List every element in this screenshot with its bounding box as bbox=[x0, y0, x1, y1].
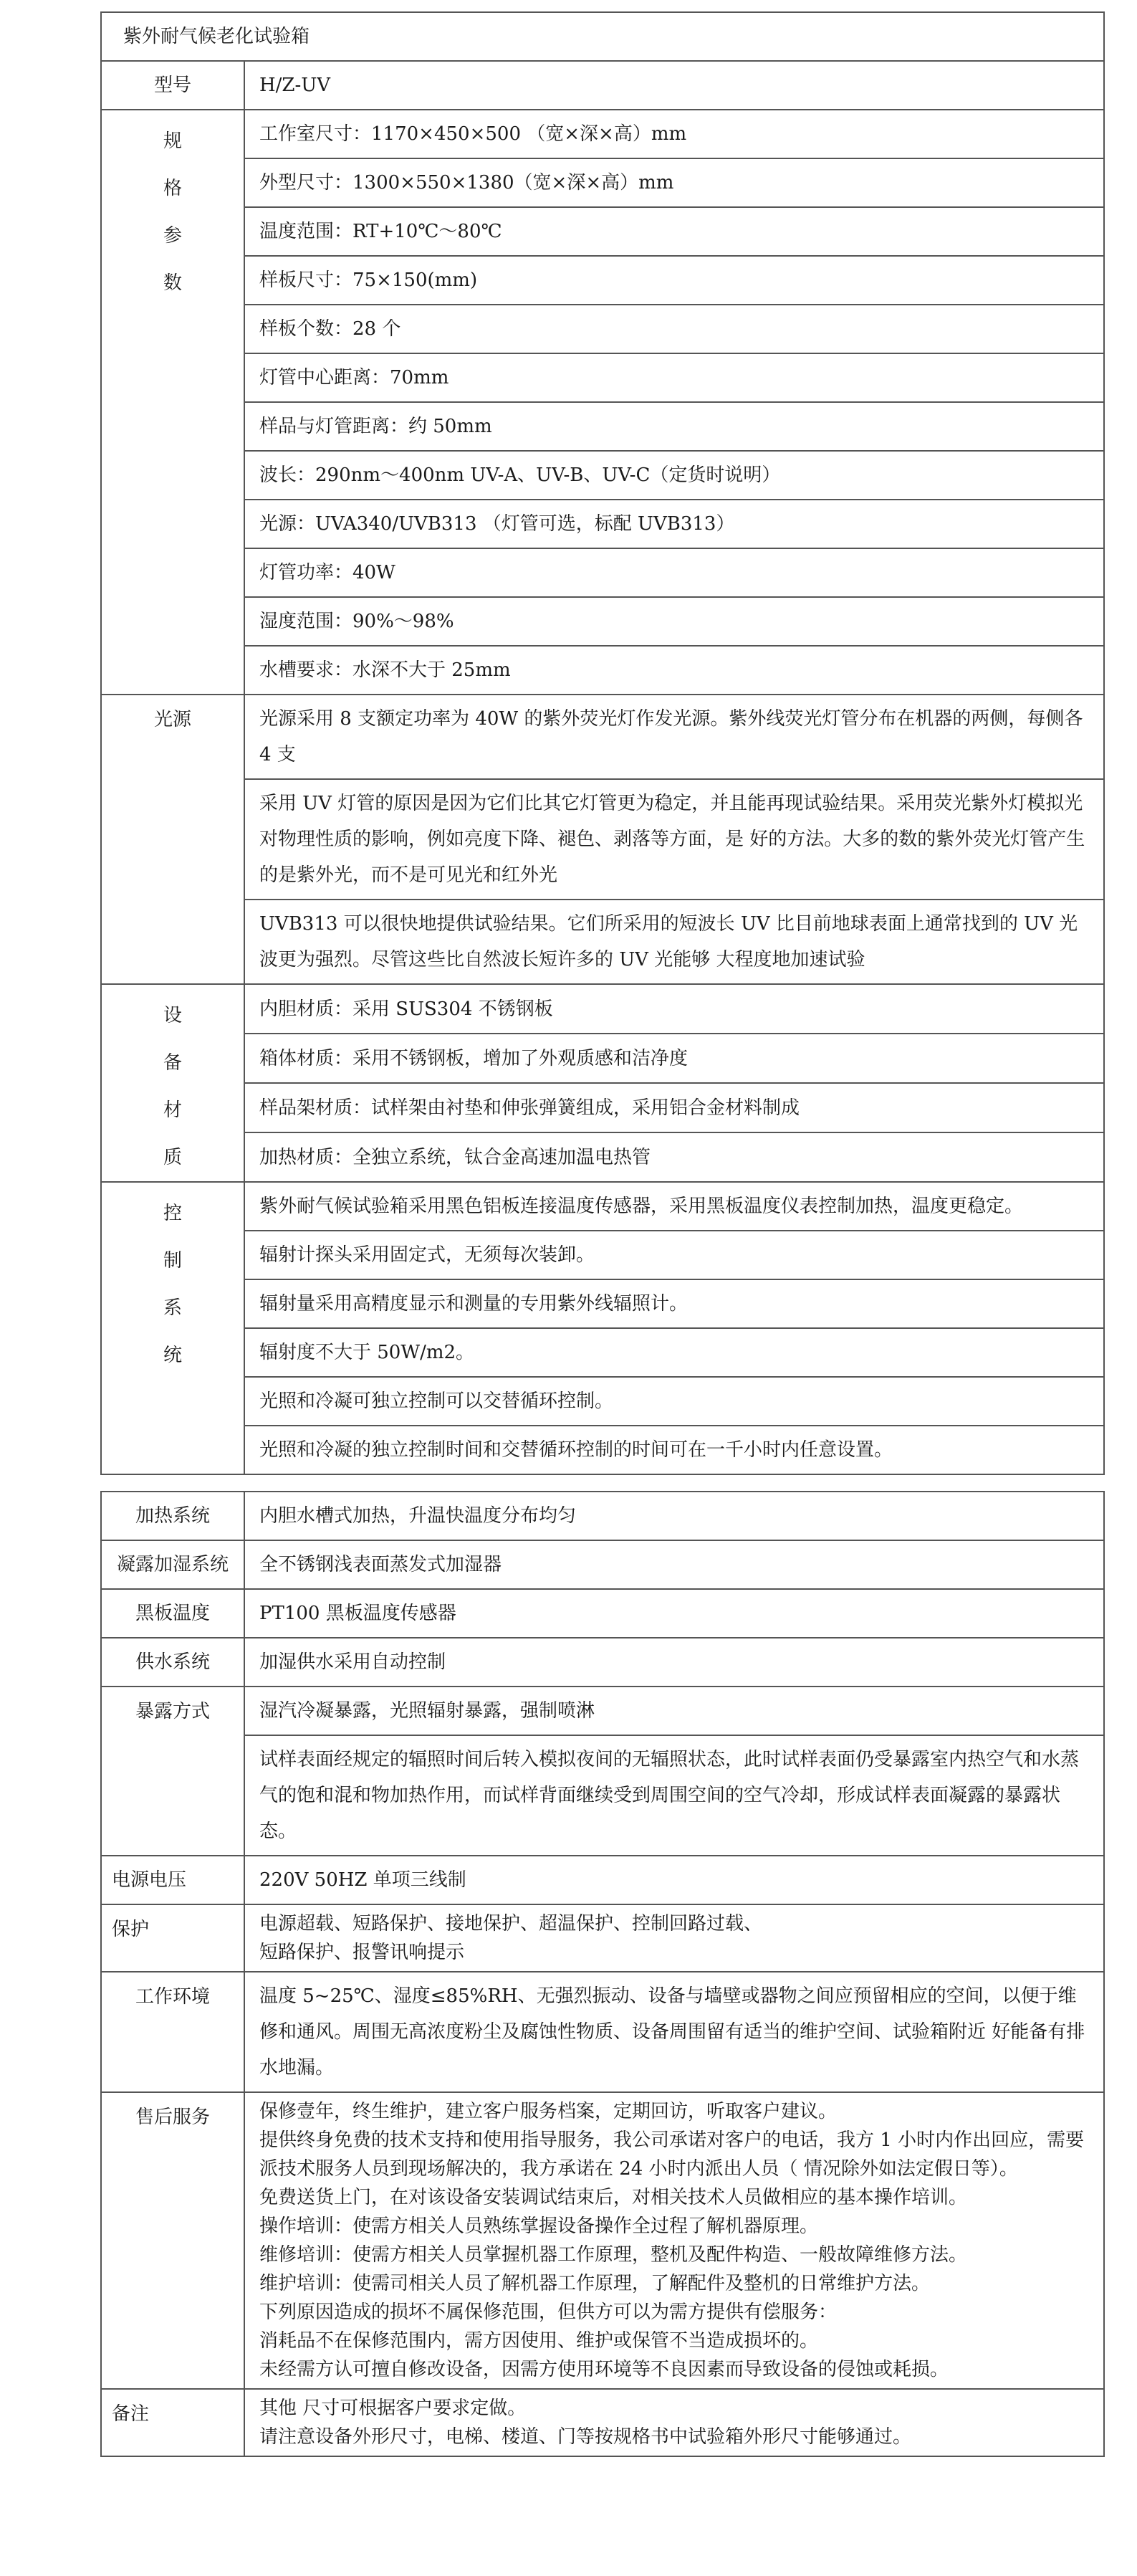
light-value: 采用 UV 灯管的原因是因为它们比其它灯管更为稳定，并且能再现试验结果。采用荧光紫外灯模拟光对物理性质的影响，例如亮度下降、褪色、剥落等方面，是 好的方法。大多的数的紫外荧光灯管产生的是紫外光，而不是可见光和红外光 bbox=[244, 779, 1104, 900]
control-value: 光照和冷凝可独立控制可以交替循环控制。 bbox=[244, 1377, 1104, 1426]
exposure-label: 暴露方式 bbox=[101, 1687, 244, 1856]
remark-line: 其他 尺寸可根据客户要求定做。 bbox=[259, 2398, 527, 2419]
control-row bbox=[101, 1377, 1104, 1426]
service-line: 免费送货上门，在对该设备安装调试结束后，对相关技术人员做相应的基本操作培训。 bbox=[259, 2187, 968, 2208]
material-label bbox=[101, 984, 244, 1182]
remark-row bbox=[101, 2389, 1104, 2456]
spec-label-char: 数 bbox=[163, 272, 182, 294]
material-row bbox=[101, 1034, 1104, 1083]
spec-value: 外型尺寸：1300×550×1380（宽×深×高）mm bbox=[244, 158, 1104, 207]
heating-row bbox=[101, 1492, 1104, 1540]
light-value: 光源采用 8 支额定功率为 40W 的紫外荧光灯作发光源。紫外线荧光灯管分布在机器的两侧，每侧各 4 支 bbox=[244, 695, 1104, 779]
service-line: 下列原因造成的损坏不属保修范围，但供方可以为需方提供有偿服务： bbox=[259, 2301, 838, 2323]
control-value: 光照和冷凝的独立控制时间和交替循环控制的时间可在一千小时内任意设置。 bbox=[244, 1426, 1104, 1474]
spec-value: 波长：290nm～400nm UV-A、UV-B、UV-C（定货时说明） bbox=[244, 451, 1104, 500]
spec-value: 工作室尺寸：1170×450×500 （宽×深×高）mm bbox=[244, 110, 1104, 158]
control-label-char: 制 bbox=[163, 1250, 182, 1272]
spec-row bbox=[101, 451, 1104, 500]
power-row bbox=[101, 1856, 1104, 1904]
service-line: 维修培训：使需方相关人员掌握机器工作原理，整机及配件构造、一般故障维修方法。 bbox=[259, 2244, 968, 2266]
blackboard-value: PT100 黑板温度传感器 bbox=[244, 1589, 1104, 1638]
service-line: 保修壹年，终生维护，建立客户服务档案，定期回访，听取客户建议。 bbox=[259, 2101, 838, 2122]
table-title-row bbox=[101, 12, 1104, 61]
exposure-row bbox=[101, 1735, 1104, 1856]
control-value: 辐射度不大于 50W/m2。 bbox=[244, 1328, 1104, 1377]
remark-label: 备注 bbox=[101, 2389, 244, 2456]
protect-label: 保护 bbox=[101, 1904, 244, 1972]
humid-label: 凝露加湿系统 bbox=[101, 1540, 244, 1589]
spec-label bbox=[101, 110, 244, 695]
heating-label: 加热系统 bbox=[101, 1492, 244, 1540]
service-label: 售后服务 bbox=[101, 2092, 244, 2389]
control-row bbox=[101, 1231, 1104, 1279]
protect-line: 短路保护、报警讯响提示 bbox=[259, 1942, 465, 1963]
env-value: 温度 5~25℃、湿度≤85%RH、无强烈振动、设备与墙壁或器物之间应预留相应的空间，以便于维修和通风。周围无高浓度粉尘及腐蚀性物质、设备周围留有适当的维护空间、试验箱附近 好能备有排水地漏。 bbox=[244, 1972, 1104, 2092]
material-value: 加热材质：全独立系统，钛合金高速加温电热管 bbox=[244, 1132, 1104, 1182]
control-value: 辐射计探头采用固定式，无须每次装卸。 bbox=[244, 1231, 1104, 1279]
spec-value: 水槽要求：水深不大于 25mm bbox=[244, 646, 1104, 695]
light-row bbox=[101, 695, 1104, 779]
table-title: 紫外耐气候老化试验箱 bbox=[101, 12, 1104, 61]
exposure-value: 试样表面经规定的辐照时间后转入模拟夜间的无辐照状态，此时试样表面仍受暴露室内热空气和水蒸气的饱和混和物加热作用，而试样背面继续受到周围空间的空气冷却，形成试样表面凝露的暴露状态。 bbox=[244, 1735, 1104, 1856]
spec-table bbox=[100, 11, 1105, 1475]
heating-value: 内胆水槽式加热，升温快温度分布均匀 bbox=[244, 1492, 1104, 1540]
spec-row bbox=[101, 548, 1104, 597]
humid-value: 全不锈钢浅表面蒸发式加湿器 bbox=[244, 1540, 1104, 1589]
material-label-char: 材 bbox=[163, 1099, 182, 1121]
blackboard-row bbox=[101, 1589, 1104, 1638]
spec-value: 样板尺寸：75×150(mm) bbox=[244, 256, 1104, 305]
model-label: 型号 bbox=[101, 61, 244, 110]
control-value: 辐射量采用高精度显示和测量的专用紫外线辐照计。 bbox=[244, 1279, 1104, 1328]
spec-value: 样品与灯管距离：约 50mm bbox=[244, 402, 1104, 451]
spec-label-char: 规 bbox=[163, 130, 182, 152]
light-row bbox=[101, 900, 1104, 984]
material-label-char: 质 bbox=[163, 1147, 182, 1168]
water-row bbox=[101, 1638, 1104, 1687]
exposure-row bbox=[101, 1687, 1104, 1735]
control-label-char: 控 bbox=[163, 1203, 182, 1224]
light-row bbox=[101, 779, 1104, 900]
protect-line: 电源超载、短路保护、接地保护、超温保护、控制回路过载、 bbox=[259, 1913, 763, 1935]
spec-row bbox=[101, 256, 1104, 305]
spec-row bbox=[101, 305, 1104, 353]
spec-row bbox=[101, 646, 1104, 695]
humid-row bbox=[101, 1540, 1104, 1589]
service-row bbox=[101, 2092, 1104, 2389]
power-value: 220V 50HZ 单项三线制 bbox=[244, 1856, 1104, 1904]
control-label-char: 系 bbox=[163, 1297, 182, 1319]
exposure-value: 湿汽冷凝暴露，光照辐射暴露，强制喷淋 bbox=[244, 1687, 1104, 1735]
spec-value: 光源：UVA340/UVB313 （灯管可选，标配 UVB313） bbox=[244, 500, 1104, 548]
spec-row bbox=[101, 353, 1104, 402]
service-line: 操作培训：使需方相关人员熟练掌握设备操作全过程了解机器原理。 bbox=[259, 2215, 819, 2237]
spec-value: 灯管中心距离：70mm bbox=[244, 353, 1104, 402]
remark-line: 请注意设备外形尺寸，电梯、楼道、门等按规格书中试验箱外形尺寸能够通过。 bbox=[259, 2426, 912, 2448]
water-label: 供水系统 bbox=[101, 1638, 244, 1687]
material-label-char: 设 bbox=[163, 1005, 182, 1026]
spec-value: 样板个数：28 个 bbox=[244, 305, 1104, 353]
material-value: 箱体材质：采用不锈钢板，增加了外观质感和洁净度 bbox=[244, 1034, 1104, 1083]
material-value: 样品架材质：试样架由衬垫和伸张弹簧组成，采用铝合金材料制成 bbox=[244, 1083, 1104, 1132]
spec-label-char: 格 bbox=[163, 178, 182, 199]
water-value: 加湿供水采用自动控制 bbox=[244, 1638, 1104, 1687]
spec-row bbox=[101, 158, 1104, 207]
control-row bbox=[101, 1182, 1104, 1231]
spec-label-char: 参 bbox=[163, 225, 182, 247]
spec-row bbox=[101, 207, 1104, 256]
light-label: 光源 bbox=[101, 695, 244, 984]
protect-value bbox=[244, 1904, 1104, 1972]
service-line: 维护培训：使需司相关人员了解机器工作原理，了解配件及整机的日常维护方法。 bbox=[259, 2273, 931, 2294]
material-label-char: 备 bbox=[163, 1052, 182, 1074]
env-label: 工作环境 bbox=[101, 1972, 244, 2092]
material-row bbox=[101, 984, 1104, 1034]
spec-value: 湿度范围：90%～98% bbox=[244, 597, 1104, 646]
control-label-char: 统 bbox=[163, 1345, 182, 1366]
spec-value: 温度范围：RT+10℃～80℃ bbox=[244, 207, 1104, 256]
light-value: UVB313 可以很快地提供试验结果。它们所采用的短波长 UV 比目前地球表面上通常找到的 UV 光波更为强烈。尽管这些比自然波长短许多的 UV 光能够 大程度地加速试验 bbox=[244, 900, 1104, 984]
spec-row bbox=[101, 500, 1104, 548]
control-value: 紫外耐气候试验箱采用黑色铝板连接温度传感器，采用黑板温度仪表控制加热，温度更稳定。 bbox=[244, 1182, 1104, 1231]
remark-value bbox=[244, 2389, 1104, 2456]
env-row bbox=[101, 1972, 1104, 2092]
protect-row bbox=[101, 1904, 1104, 1972]
spec-row bbox=[101, 597, 1104, 646]
spec-row bbox=[101, 402, 1104, 451]
system-table bbox=[100, 1491, 1105, 2457]
control-row bbox=[101, 1426, 1104, 1474]
spec-row bbox=[101, 110, 1104, 158]
material-row bbox=[101, 1132, 1104, 1182]
service-line: 消耗品不在保修范围内，需方因使用、维护或保管不当造成损坏的。 bbox=[259, 2330, 819, 2352]
service-value bbox=[244, 2092, 1104, 2389]
model-value: H/Z-UV bbox=[244, 61, 1104, 110]
material-value: 内胆材质：采用 SUS304 不锈钢板 bbox=[244, 984, 1104, 1034]
service-line: 未经需方认可擅自修改设备，因需方使用环境等不良因素而导致设备的侵蚀或耗损。 bbox=[259, 2359, 949, 2380]
control-row bbox=[101, 1279, 1104, 1328]
service-line: 提供终身免费的技术支持和使用指导服务，我公司承诺对客户的电话，我方 1 小时内作出回应，需要派技术服务人员到现场解决的，我方承诺在 24 小时内派出人员（ 情况除外如法定假日等）。 bbox=[259, 2129, 1085, 2180]
spec-value: 灯管功率：40W bbox=[244, 548, 1104, 597]
model-row bbox=[101, 61, 1104, 110]
control-row bbox=[101, 1328, 1104, 1377]
control-label bbox=[101, 1182, 244, 1474]
blackboard-label: 黑板温度 bbox=[101, 1589, 244, 1638]
material-row bbox=[101, 1083, 1104, 1132]
power-label: 电源电压 bbox=[101, 1856, 244, 1904]
